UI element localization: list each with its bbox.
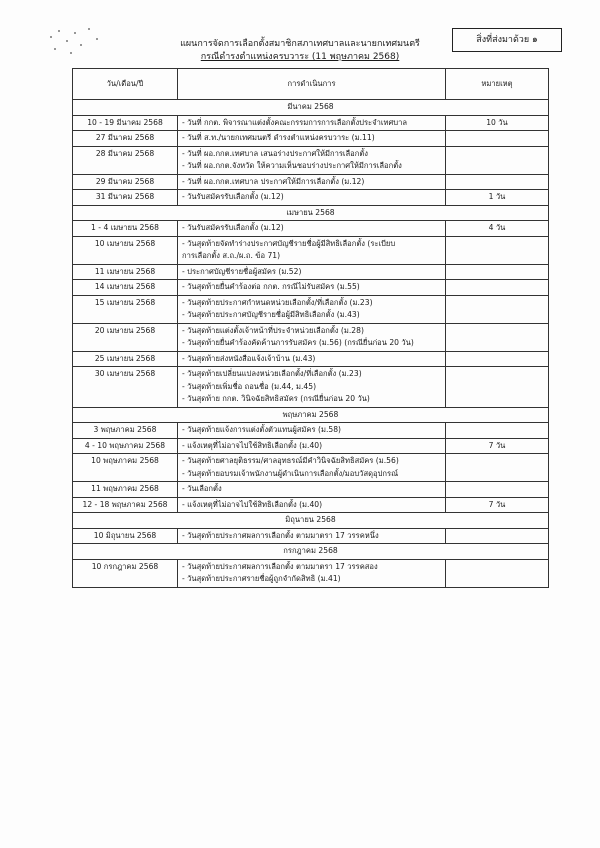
row-date: 12 - 18 พฤษภาคม 2568 bbox=[73, 497, 178, 513]
scan-specks bbox=[46, 22, 116, 62]
row-remark bbox=[446, 559, 549, 587]
activity-line: - วันสุดท้าย กกต. วินิจฉัยสิทธิสมัคร (กรณียื่นก่อน 20 วัน) bbox=[182, 394, 370, 403]
activity-line: - วันที่ ส.ท./นายกเทศมนตรี ดำรงตำแหน่งครบวาระ (ม.11) bbox=[182, 133, 375, 142]
activity-line: - ประกาศบัญชีรายชื่อผู้สมัคร (ม.52) bbox=[182, 266, 302, 276]
document-title bbox=[120, 38, 480, 64]
table-row bbox=[73, 295, 549, 323]
row-remark bbox=[446, 264, 549, 280]
table-row bbox=[73, 528, 549, 544]
row-date: 14 เมษายน 2568 bbox=[73, 280, 178, 296]
row-date: 11 พฤษภาคม 2568 bbox=[73, 482, 178, 498]
activity-line: - วันสุดท้ายศาลยุติธรรม/ศาลอุทธรณ์มีคำวินิจฉัยสิทธิสมัคร (ม.56) bbox=[182, 456, 399, 465]
month-row bbox=[73, 544, 549, 560]
row-activity bbox=[178, 438, 446, 454]
table-row bbox=[73, 264, 549, 280]
row-remark: 1 วัน bbox=[446, 190, 549, 206]
row-remark bbox=[446, 454, 549, 482]
activity-line: - วันรับสมัครรับเลือกตั้ง (ม.12) bbox=[182, 192, 284, 201]
activity-line: - วันสุดท้ายแจ้งการแต่งตั้งตัวแทนผู้สมัคร (ม.58) bbox=[182, 425, 342, 434]
month-row bbox=[73, 407, 549, 423]
row-remark bbox=[446, 280, 549, 296]
table-row bbox=[73, 280, 549, 296]
row-remark bbox=[446, 351, 549, 367]
header-remark: หมายเหตุ bbox=[446, 69, 549, 100]
row-date: 27 มีนาคม 2568 bbox=[73, 131, 178, 147]
month-heading: มิถุนายน 2568 bbox=[73, 513, 549, 529]
row-date: 25 เมษายน 2568 bbox=[73, 351, 178, 367]
row-date: 10 เมษายน 2568 bbox=[73, 236, 178, 264]
table-row bbox=[73, 559, 549, 587]
table-row bbox=[73, 423, 549, 439]
row-date: 3 พฤษภาคม 2568 bbox=[73, 423, 178, 439]
table-row bbox=[73, 174, 549, 190]
row-activity bbox=[178, 115, 446, 131]
table-row bbox=[73, 146, 549, 174]
activity-line: - วันรับสมัครรับเลือกตั้ง (ม.12) bbox=[182, 223, 284, 232]
row-remark bbox=[446, 367, 549, 408]
activity-line: - วันสุดท้ายประกาศผลการเลือกตั้ง ตามมาตรา 17 วรรคหนึ่ง bbox=[182, 530, 379, 540]
activity-line: - วันสุดท้ายแต่งตั้งเจ้าหน้าที่ประจำหน่วยเลือกตั้ง (ม.28) bbox=[182, 325, 364, 335]
row-remark bbox=[446, 482, 549, 498]
row-activity bbox=[178, 236, 446, 264]
row-remark bbox=[446, 423, 549, 439]
month-heading: กรกฎาคม 2568 bbox=[73, 544, 549, 560]
row-remark bbox=[446, 174, 549, 190]
activity-line: - วันที่ กกต. พิจารณาแต่งตั้งคณะกรรมการการเลือกตั้งประจำเทศบาล bbox=[182, 117, 408, 127]
attachment-label: สิ่งที่ส่งมาด้วย ๑ bbox=[452, 28, 562, 52]
row-date: 10 - 19 มีนาคม 2568 bbox=[73, 115, 178, 131]
row-remark bbox=[446, 323, 549, 351]
activity-line: - วันสุดท้ายจัดทำร่างประกาศบัญชีรายชื่อผู้มีสิทธิเลือกตั้ง (ระเบียบ bbox=[182, 238, 396, 248]
month-row bbox=[73, 205, 549, 221]
row-activity bbox=[178, 559, 446, 587]
row-activity bbox=[178, 454, 446, 482]
table-body bbox=[73, 100, 549, 588]
row-remark: 10 วัน bbox=[446, 115, 549, 131]
row-remark bbox=[446, 131, 549, 147]
row-remark: 7 วัน bbox=[446, 438, 549, 454]
activity-line: - แจ้งเหตุที่ไม่อาจไปใช้สิทธิเลือกตั้ง (ม.40) bbox=[182, 440, 323, 450]
row-activity bbox=[178, 482, 446, 498]
row-activity bbox=[178, 190, 446, 206]
activity-line: - วันสุดท้ายส่งหนังสือแจ้งเจ้าบ้าน (ม.43) bbox=[182, 353, 316, 363]
row-date: 28 มีนาคม 2568 bbox=[73, 146, 178, 174]
activity-line: - วันสุดท้ายประกาศบัญชีรายชื่อผู้มีสิทธิเลือกตั้ง (ม.43) bbox=[182, 310, 360, 319]
activity-line: - วันสุดท้ายเพิ่มชื่อ ถอนชื่อ (ม.44, ม.45) bbox=[182, 381, 317, 391]
row-activity bbox=[178, 280, 446, 296]
activity-line: - วันสุดท้ายยื่นคำร้องคัดค้านการรับสมัคร (ม.56) (กรณียื่นก่อน 20 วัน) bbox=[182, 338, 414, 347]
month-heading: เมษายน 2568 bbox=[73, 205, 549, 221]
row-remark: 4 วัน bbox=[446, 221, 549, 237]
row-activity bbox=[178, 146, 446, 174]
row-date: 10 มิถุนายน 2568 bbox=[73, 528, 178, 544]
row-date: 20 เมษายน 2568 bbox=[73, 323, 178, 351]
activity-line: - วันสุดท้ายประกาศกำหนดหน่วยเลือกตั้ง/ที่เลือกตั้ง (ม.23) bbox=[182, 297, 373, 307]
row-activity bbox=[178, 221, 446, 237]
header-date: วัน/เดือน/ปี bbox=[73, 69, 178, 100]
row-activity bbox=[178, 423, 446, 439]
row-activity bbox=[178, 497, 446, 513]
row-date: 10 พฤษภาคม 2568 bbox=[73, 454, 178, 482]
row-activity bbox=[178, 264, 446, 280]
row-remark: 7 วัน bbox=[446, 497, 549, 513]
table-row bbox=[73, 454, 549, 482]
activity-line: - วันที่ ผอ.กกต.จังหวัด ให้ความเห็นชอบร่างประกาศให้มีการเลือกตั้ง bbox=[182, 161, 402, 170]
row-remark bbox=[446, 146, 549, 174]
row-activity bbox=[178, 131, 446, 147]
month-heading: มีนาคม 2568 bbox=[73, 100, 549, 116]
table-row bbox=[73, 482, 549, 498]
activity-line: - วันสุดท้ายอบรมเจ้าพนักงานผู้ดำเนินการเลือกตั้ง/มอบวัสดุอุปกรณ์ bbox=[182, 468, 399, 478]
row-date: 4 - 10 พฤษภาคม 2568 bbox=[73, 438, 178, 454]
table-row bbox=[73, 221, 549, 237]
table-row bbox=[73, 497, 549, 513]
row-date: 29 มีนาคม 2568 bbox=[73, 174, 178, 190]
election-schedule-table bbox=[72, 68, 549, 588]
row-remark bbox=[446, 295, 549, 323]
table-row bbox=[73, 236, 549, 264]
title-line-2: กรณีดำรงตำแหน่งครบวาระ (11 พฤษภาคม 2568) bbox=[200, 52, 400, 62]
activity-line: การเลือกตั้ง ส.ถ./ผ.ถ. ข้อ 71) bbox=[182, 251, 281, 260]
month-row bbox=[73, 513, 549, 529]
row-activity bbox=[178, 351, 446, 367]
header-activity: การดำเนินการ bbox=[178, 69, 446, 100]
row-activity bbox=[178, 174, 446, 190]
title-line-1: แผนการจัดการเลือกตั้งสมาชิกสภาเทศบาลและนายกเทศมนตรี bbox=[180, 39, 420, 49]
activity-line: - วันสุดท้ายประกาศรายชื่อผู้ถูกจำกัดสิทธิ (ม.41) bbox=[182, 574, 341, 583]
row-date: 31 มีนาคม 2568 bbox=[73, 190, 178, 206]
month-heading: พฤษภาคม 2568 bbox=[73, 407, 549, 423]
table-row bbox=[73, 438, 549, 454]
activity-line: - วันที่ ผอ.กกต.เทศบาล ประกาศให้มีการเลือกตั้ง (ม.12) bbox=[182, 176, 365, 186]
table-row bbox=[73, 351, 549, 367]
row-activity bbox=[178, 367, 446, 408]
table-row bbox=[73, 115, 549, 131]
row-date: 11 เมษายน 2568 bbox=[73, 264, 178, 280]
row-date: 1 - 4 เมษายน 2568 bbox=[73, 221, 178, 237]
table-row bbox=[73, 323, 549, 351]
activity-line: - แจ้งเหตุที่ไม่อาจไปใช้สิทธิเลือกตั้ง (ม.40) bbox=[182, 499, 323, 509]
activity-line: - วันสุดท้ายยื่นคำร้องต่อ กกต. กรณีไม่รับสมัคร (ม.55) bbox=[182, 282, 360, 291]
activity-line: - วันที่ ผอ.กกต.เทศบาล เสนอร่างประกาศให้มีการเลือกตั้ง bbox=[182, 148, 368, 158]
row-activity bbox=[178, 295, 446, 323]
row-activity bbox=[178, 323, 446, 351]
table-row bbox=[73, 190, 549, 206]
row-date: 15 เมษายน 2568 bbox=[73, 295, 178, 323]
row-activity bbox=[178, 528, 446, 544]
month-row bbox=[73, 100, 549, 116]
table-row bbox=[73, 367, 549, 408]
table-header-row bbox=[73, 69, 549, 100]
row-remark bbox=[446, 528, 549, 544]
activity-line: - วันเลือกตั้ง bbox=[182, 484, 222, 493]
row-remark bbox=[446, 236, 549, 264]
row-date: 30 เมษายน 2568 bbox=[73, 367, 178, 408]
row-date: 10 กรกฎาคม 2568 bbox=[73, 559, 178, 587]
activity-line: - วันสุดท้ายเปลี่ยนแปลงหน่วยเลือกตั้ง/ที่เลือกตั้ง (ม.23) bbox=[182, 369, 362, 378]
activity-line: - วันสุดท้ายประกาศผลการเลือกตั้ง ตามมาตรา 17 วรรคสอง bbox=[182, 561, 378, 571]
table-row bbox=[73, 131, 549, 147]
